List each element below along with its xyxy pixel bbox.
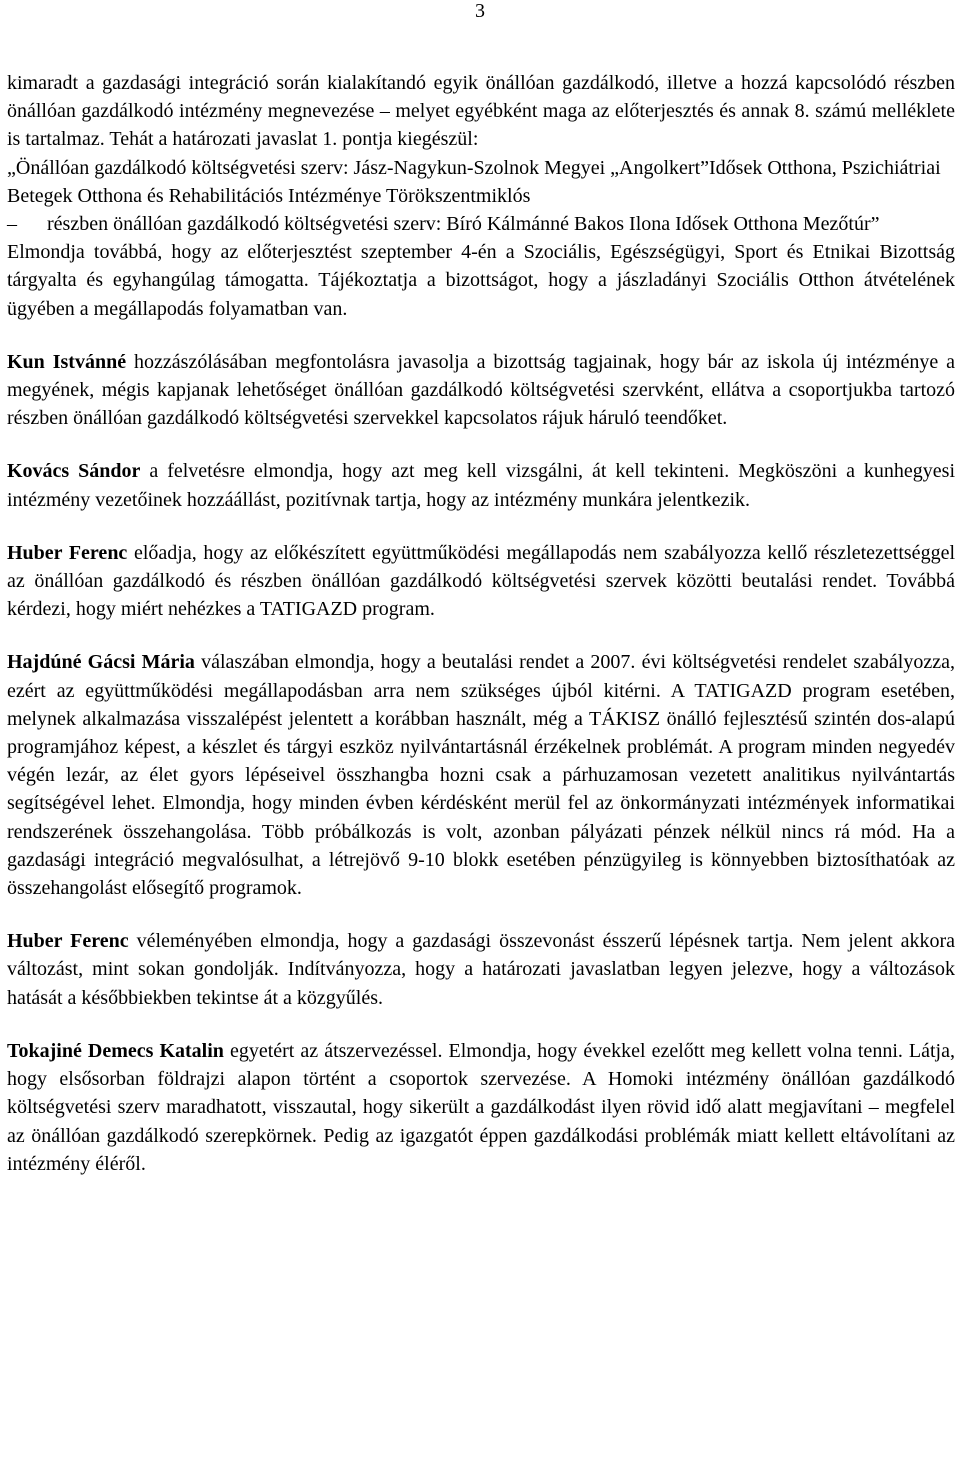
speaker-paragraph — [7, 1037, 955, 1178]
speaker-text: véleményében elmondja, hogy a gazdasági összevonást ésszerű lépésnek tartja. Nem jelent akkora változást, mint sokan gondolják. Indítványozza, hogy a határozati javaslatban legyen jelezve, hogy a változások hatását a későbbiekben tekintse át a közgyűlés. — [7, 930, 956, 1009]
speaker-paragraph — [7, 539, 955, 624]
committee-info-paragraph: Elmondja továbbá, hogy az előterjesztést szeptember 4-én a Szociális, Egészségügyi, Sport és Etnikai Bizottság tárgyalta és egyhangúlag támogatta. Tájékoztatja a bizottságot, hogy a jászladányi Szociális Otthon átvételének ügyében a megállapodás folyamatban van. — [7, 241, 955, 320]
speaker-paragraph — [7, 348, 955, 433]
speaker-name: Kun Istvánné — [7, 350, 127, 373]
speaker-paragraph — [7, 457, 955, 513]
quoted-resolution-text: „Önállóan gazdálkodó költségvetési szerv: Jász-Nagykun-Szolnok Megyei „Angolkert”Idősek Otthona, Pszichiátriai Betegek Otthona és Rehabilitációs Intézménye Törökszentmiklós — [7, 156, 941, 207]
document-body — [7, 69, 955, 1178]
speaker-paragraph — [7, 648, 955, 902]
speaker-text: a felvetésre elmondja, hogy azt meg kell vizsgálni, át kell tekinteni. Megköszöni a kunhegyesi intézmény vezetőinek hozzáállást, pozitívnak tartja, hogy az intézmény munkára jelentkezik. — [7, 460, 955, 511]
dash-list-item — [7, 210, 955, 238]
page-number: 3 — [475, 0, 485, 22]
speaker-name: Hajdúné Gácsi Mária — [7, 651, 195, 674]
dash-list-item-text: részben önállóan gazdálkodó költségvetési szerv: Bíró Kálmánné Bakos Ilona Idősek Otthona Mezőtúr” — [47, 213, 880, 236]
speaker-name: Huber Ferenc — [7, 541, 128, 564]
speaker-text: előadja, hogy az előkészített együttműködési megállapodás nem szabályozza kellő részletezettséggel az önállóan gazdálkodó és részben önállóan gazdálkodó költségvetési szervek közötti beutalási rendet. Továbbá kérdezi, hogy miért nehézkes a TATIGAZD program. — [7, 541, 955, 621]
speaker-text: egyetért az átszervezéssel. Elmondja, hogy évekkel ezelőtt meg kellett volna tenni. Látja, hogy elsősorban földrajzi alapon történt a csoportok szervezése. A Homoki intézmény önállóan gazdálkodó költségvetési szerv maradhatott, visszautal, hogy sikerült a gazdálkodást ilyen rövid idő alatt megjavítani – megfelel az önállóan gazdálkodó szerepkörnek. Pedig az igazgatót éppen gazdálkodási problémák miatt kellett eltávolítani az intézmény éléről. — [7, 1039, 955, 1175]
speaker-paragraph — [7, 927, 955, 1012]
speaker-name: Huber Ferenc — [7, 930, 129, 953]
speaker-text: hozzászólásában megfontolásra javasolja a bizottság tagjainak, hogy bár az iskola új intézménye a megyének, mégis kapjanak lehetőséget önállóan gazdálkodó költségvetési szervként, ellátva a csoportjukba tartozó részben önállóan gazdálkodó költségvetési szervekkel kapcsolatos rájuk háruló teendőket. — [7, 350, 956, 430]
speaker-text: válaszában elmondja, hogy a beutalási rendet a 2007. évi költségvetési rendelet szabályozza, ezért az együttműködési megállapodásban arra nem szükséges újból kitérni. A TATIGAZD program esetében, melynek alkalmazása visszalépést jelentett a korábban használt, még a TÁKISZ önálló fejlesztésű szintén dos-alapú programjához képest, a készlet és tárgyi eszköz nyilvántartásnál érzékelnek problémát. A program minden negyedév végén lezár, az élet gyors lépéseivel összhangba hozni csak a párhuzamosan vezetett analitikus nyilvántartás segítségével lehet. Elmondja, hogy minden évben kérdésként merül fel az önkormányzati intézmények informatikai rendszerének összehangolása. Több próbálkozás is volt, azonban pályázati pénzek nélkül nincs rá mód. Ha a gazdasági integráció megvalósulhat, a létrejövő 9-10 blokk esetében pénzügyileg is könnyebben biztosíthatóak az összehangolást elősegítő programok. — [7, 651, 955, 900]
speaker-name: Tokajiné Demecs Katalin — [7, 1039, 224, 1062]
dash-bullet: – — [7, 213, 17, 236]
intro-paragraph: kimaradt a gazdasági integráció során kialakítandó egyik önállóan gazdálkodó, illetve a hozzá kapcsolódó részben önállóan gazdálkodó intézmény megnevezése – melyet egyébként maga az előterjesztés és annak 8. számú melléklete is tartalmaz. Tehát a határozati javaslat 1. pontja kiegészül: — [7, 72, 955, 151]
speaker-name: Kovács Sándor — [7, 460, 141, 483]
